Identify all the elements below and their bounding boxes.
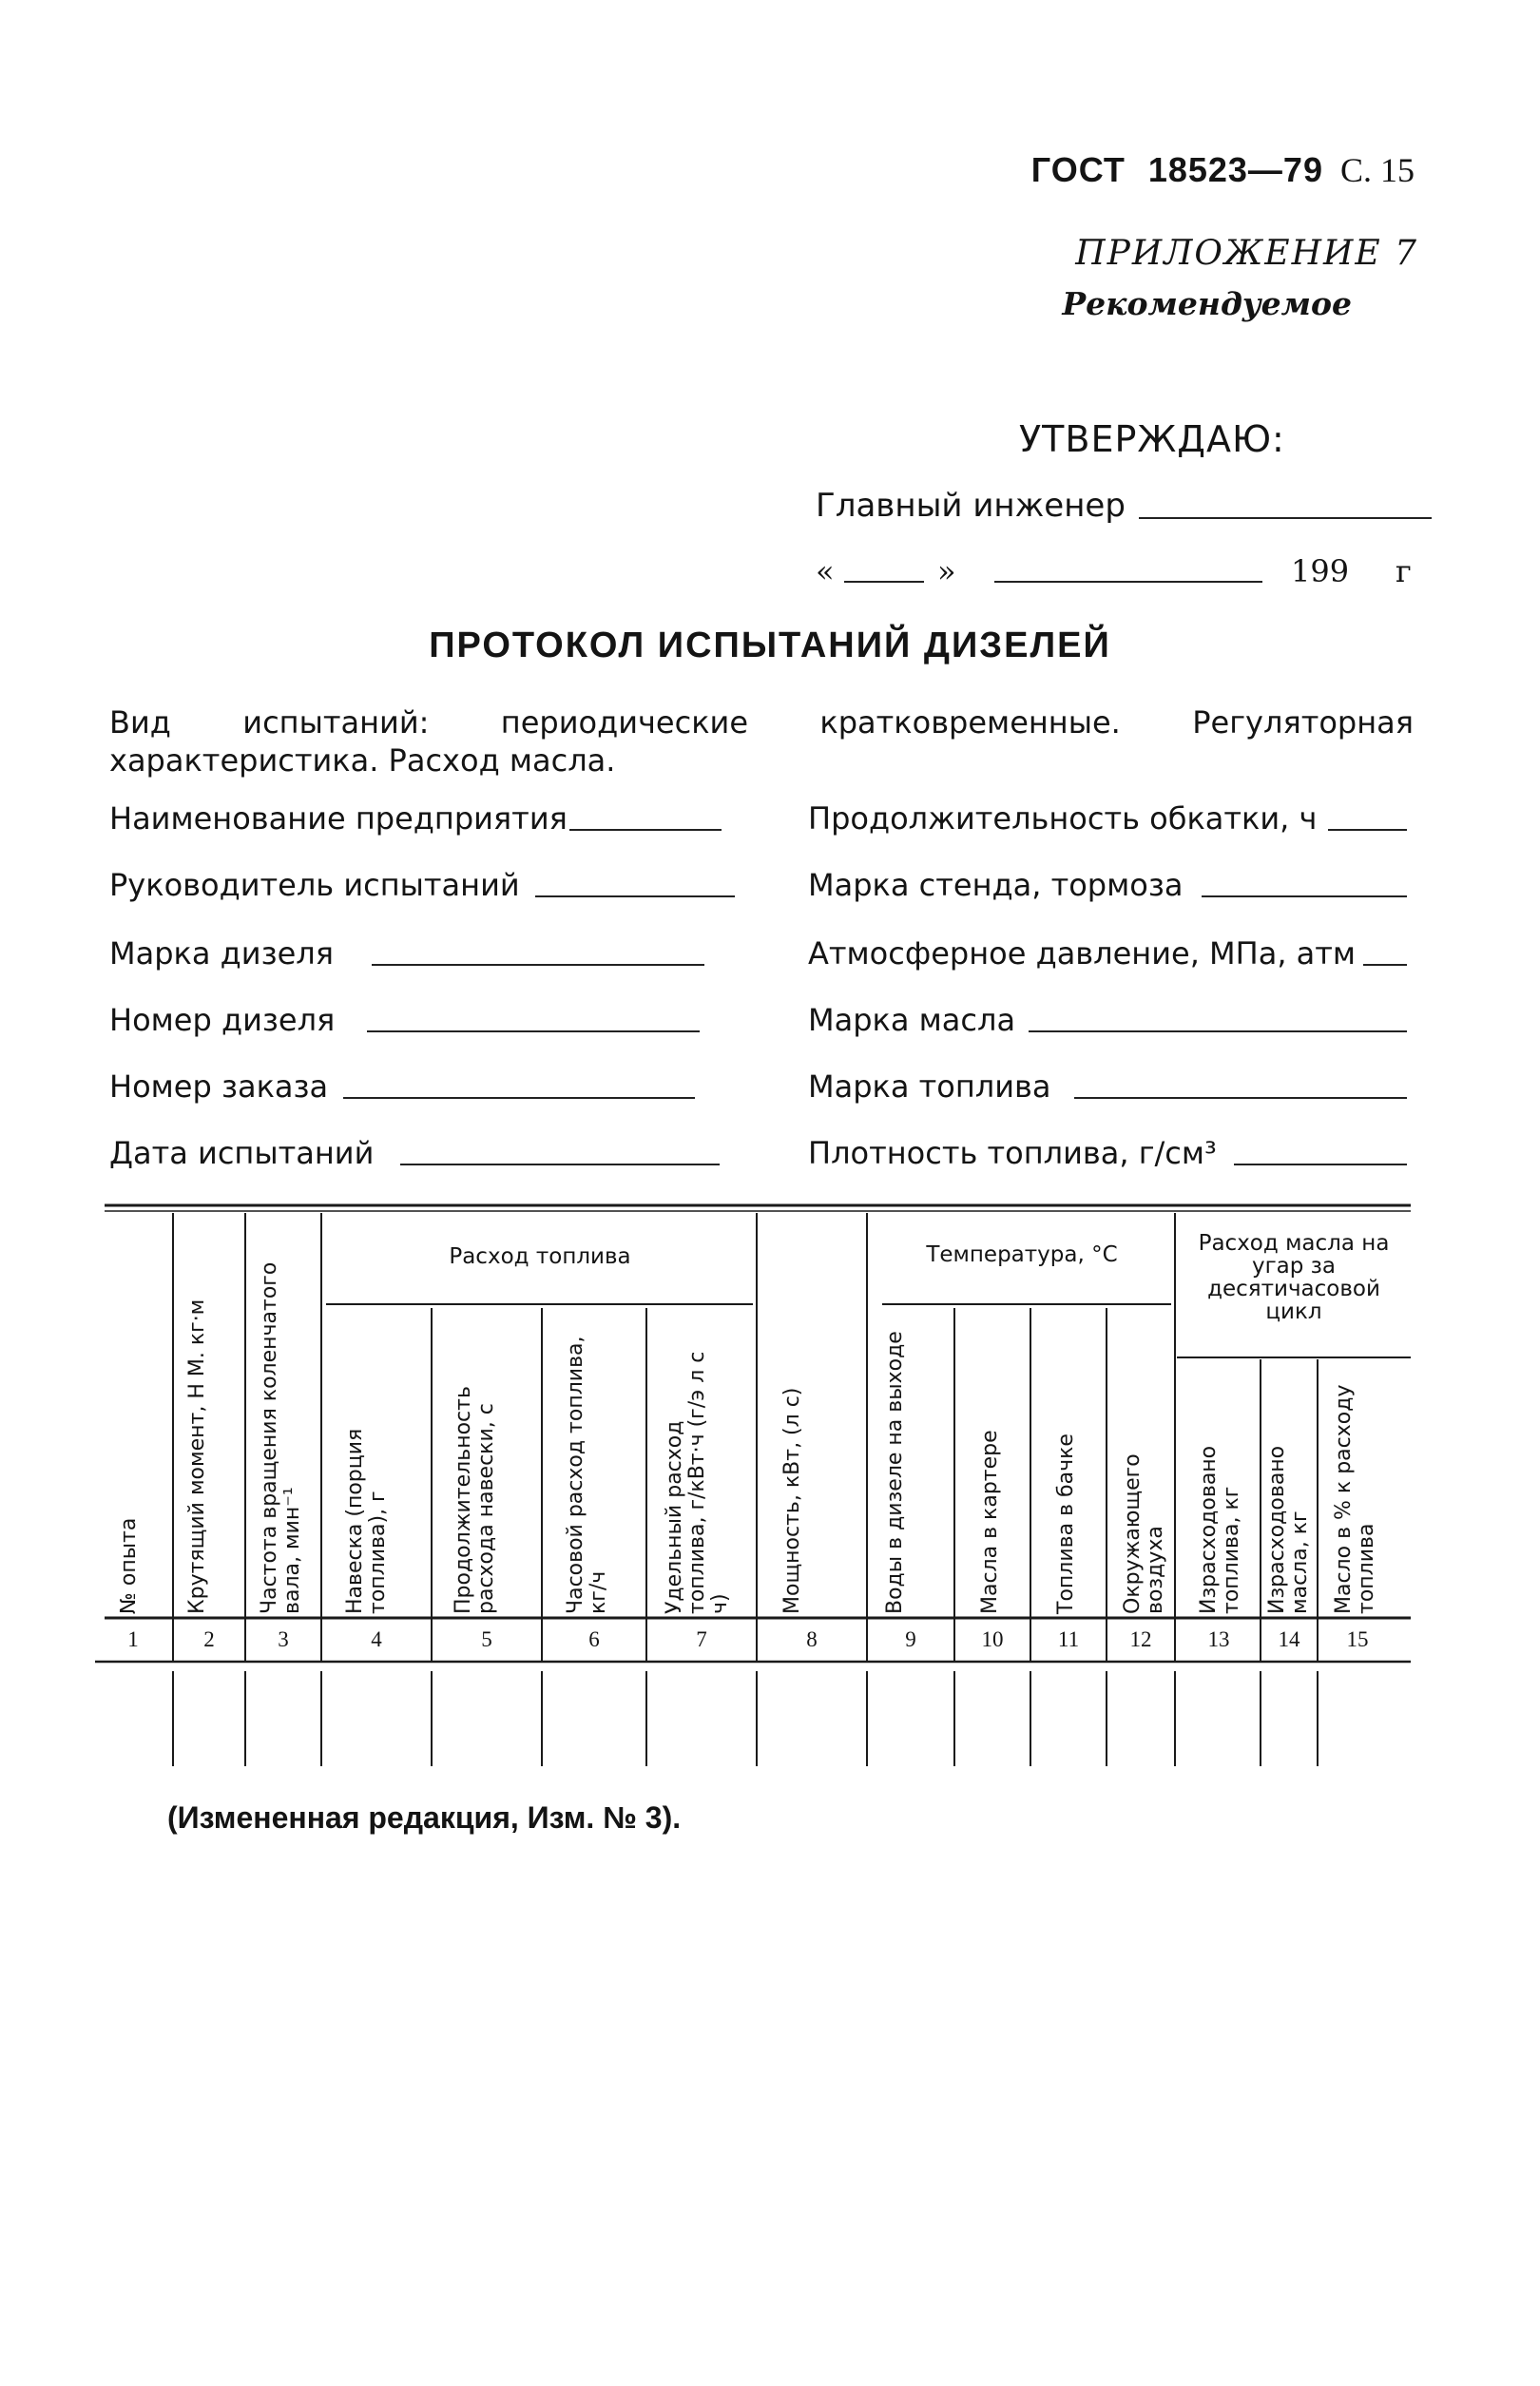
field-label: Наименование предприятия (109, 800, 568, 837)
col-number: 14 (1278, 1627, 1300, 1651)
field-test-head (109, 867, 706, 903)
field-runin-duration (808, 800, 1407, 837)
field-line (400, 1163, 720, 1165)
col-number: 15 (1346, 1627, 1369, 1651)
col-header-3: Частота вращения коленчатого вала, мин⁻¹ (258, 1261, 304, 1614)
field-line (372, 963, 704, 966)
field-line (569, 828, 722, 831)
col-header-5: Продолжительность расхода навески, с (452, 1386, 498, 1614)
field-label: Номер дизеля (109, 1002, 336, 1038)
col-header-8: Мощность, кВт, (л с) (780, 1387, 804, 1614)
field-line (1074, 1096, 1408, 1099)
field-label: Плотность топлива, г/см³ (808, 1135, 1217, 1171)
chief-engineer-row (816, 487, 1432, 525)
col-header-13: Израсходовано топлива, кг (1197, 1445, 1243, 1614)
year-label: 199 (1291, 553, 1350, 589)
col-number: 13 (1207, 1627, 1230, 1651)
field-label: Марка масла (808, 1002, 1016, 1038)
protocol-table (95, 1202, 1416, 1772)
field-label: Номер заказа (109, 1068, 329, 1105)
field-label: Руководитель испытаний (109, 867, 520, 903)
field-label: Марка топлива (808, 1068, 1051, 1105)
col-number: 4 (371, 1627, 382, 1651)
day-line (844, 580, 924, 583)
col-number: 7 (696, 1627, 707, 1651)
col-number: 8 (806, 1627, 818, 1651)
gost-number: 18523—79 (1147, 150, 1323, 189)
signature-line (1139, 516, 1432, 519)
field-label: Марка стенда, тормоза (808, 867, 1184, 903)
col-header-10: Масла в картере (978, 1430, 1002, 1614)
protocol-title: ПРОТОКОЛ ИСПЫТАНИЙ ДИЗЕЛЕЙ (429, 625, 1111, 665)
col-header-6: Часовой расход топлива, кг/ч (564, 1336, 610, 1614)
field-fuel-density (808, 1135, 1407, 1171)
field-line (343, 1096, 695, 1099)
quote-close: » (937, 553, 956, 589)
gost-label: ГОСТ (1030, 150, 1126, 189)
col-number: 3 (278, 1627, 289, 1651)
field-label: Атмосферное давление, МПа, атм (808, 935, 1357, 972)
col-header-15: Масло в % к расходу топлива (1332, 1384, 1378, 1614)
col-header-12: Окружающего воздуха (1121, 1453, 1167, 1614)
col-number: 6 (588, 1627, 600, 1651)
group-oil-consumption: Расход масла на угар за десятичасовой цикл (1198, 1231, 1390, 1324)
field-fuel-brand (808, 1068, 1407, 1105)
field-diesel-number (109, 1002, 706, 1038)
field-pressure (808, 935, 1407, 972)
group-fuel-consumption: Расход топлива (449, 1244, 631, 1269)
col-header-2: Крутящий момент, Н М. кг·м (185, 1299, 209, 1614)
col-number: 2 (203, 1627, 215, 1651)
recommended-label: Рекомендуемое (1062, 285, 1352, 322)
field-order-number (109, 1068, 706, 1105)
appendix-label: ПРИЛОЖЕНИЕ 7 (1075, 234, 1418, 273)
field-line (1029, 1029, 1407, 1032)
year-suffix: г (1396, 553, 1412, 589)
col-header-1: № опыта (117, 1517, 141, 1614)
col-number: 9 (905, 1627, 916, 1651)
field-line (1234, 1163, 1407, 1165)
col-header-14: Израсходовано масла, кг (1265, 1445, 1312, 1614)
field-label: Дата испытаний (109, 1135, 375, 1171)
field-line (535, 895, 735, 897)
col-number: 10 (981, 1627, 1004, 1651)
approval-date-row (816, 553, 1415, 595)
gost-header (1031, 150, 1415, 190)
field-stand-brand (808, 867, 1407, 903)
field-line (367, 1029, 700, 1032)
col-number: 1 (127, 1627, 139, 1651)
month-line (994, 580, 1262, 583)
col-header-9: Воды в дизеле на выходе (883, 1331, 907, 1614)
col-header-4: Навеска (порция топлива), г (343, 1428, 390, 1614)
field-enterprise (109, 800, 706, 837)
quote-open: « (816, 553, 835, 589)
page-number: С. 15 (1339, 151, 1415, 189)
field-label: Марка дизеля (109, 935, 334, 972)
group-temperature: Температура, °С (926, 1242, 1118, 1267)
approve-label: УТВЕРЖДАЮ: (1019, 418, 1285, 460)
col-header-11: Топлива в бачке (1054, 1434, 1078, 1614)
field-label: Продолжительность обкатки, ч (808, 800, 1318, 837)
col-number: 12 (1129, 1627, 1152, 1651)
col-number: 11 (1057, 1627, 1080, 1651)
field-line (1363, 963, 1407, 966)
field-oil-brand (808, 1002, 1407, 1038)
chief-engineer-label: Главный инженер (816, 487, 1126, 525)
col-header-7: Удельный расход топлива, г/кВт·ч (г/э л с ч) (663, 1351, 732, 1614)
field-test-date (109, 1135, 706, 1171)
amendment-note: (Измененная редакция, Изм. № 3). (167, 1800, 682, 1835)
test-type-text: Вид испытаний: периодические кратковременные. Регуляторная характеристика. Расход масла. (109, 704, 1414, 779)
field-line (1328, 828, 1407, 831)
field-diesel-brand (109, 935, 706, 972)
field-line (1202, 895, 1407, 897)
col-number: 5 (481, 1627, 492, 1651)
